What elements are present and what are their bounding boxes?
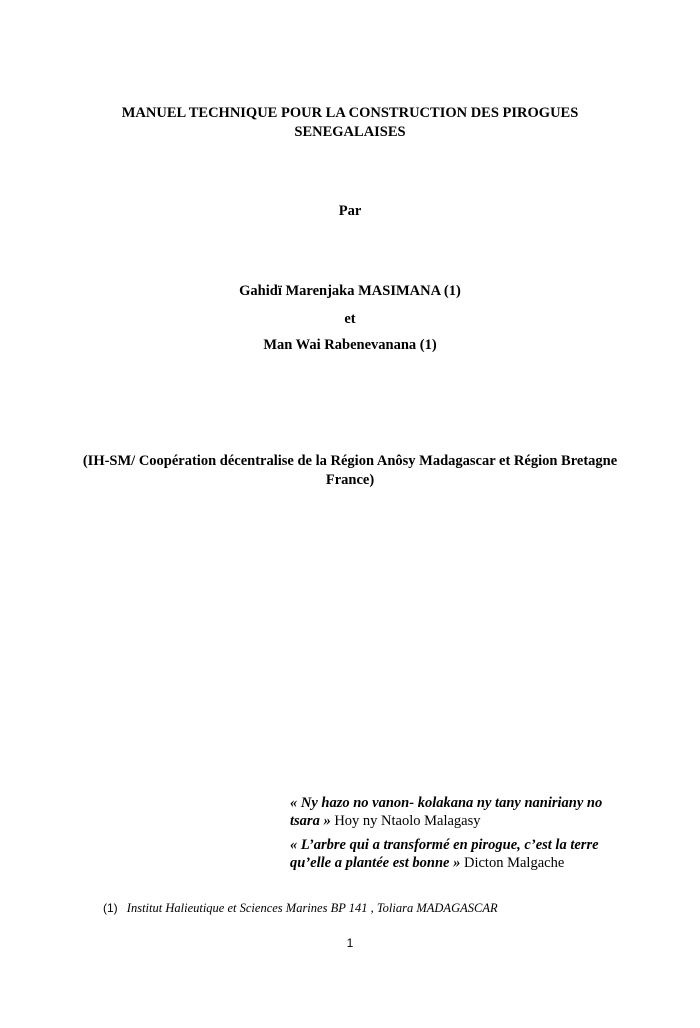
document-title: MANUEL TECHNIQUE POUR LA CONSTRUCTION DES PIROGUES SENEGALAISES: [121, 105, 579, 140]
affiliation: (IH-SM/ Coopération décentralise de la Région Anôsy Madagascar et Région Bretagne France): [82, 453, 618, 488]
quote-text: « Ny hazo no vanon- kolakana ny tany naniriany no tsara »: [290, 795, 603, 829]
by-label: Par: [338, 203, 362, 219]
epigraph-block: [290, 794, 620, 878]
footnote-number: (1): [103, 901, 118, 915]
quote-source: Hoy ny Ntaolo Malagasy: [334, 813, 481, 829]
author-2: Man Wai Rabenevanana (1): [263, 337, 437, 353]
page-number: 1: [346, 936, 354, 950]
author-1: Gahidï Marenjaka MASIMANA (1): [239, 283, 461, 299]
conjunction: et: [344, 311, 356, 327]
epigraph-quote-french: [290, 836, 620, 872]
footnote-text: Institut Halieutique et Sciences Marines BP 141 , Toliara MADAGASCAR: [126, 901, 498, 915]
footnote: [103, 901, 498, 916]
quote-text: « L’arbre qui a transformé en pirogue, c’est la terre qu’elle a plantée est bonne »: [290, 837, 599, 871]
epigraph-quote-malagasy: [290, 794, 620, 830]
quote-source: Dicton Malgache: [464, 855, 565, 871]
